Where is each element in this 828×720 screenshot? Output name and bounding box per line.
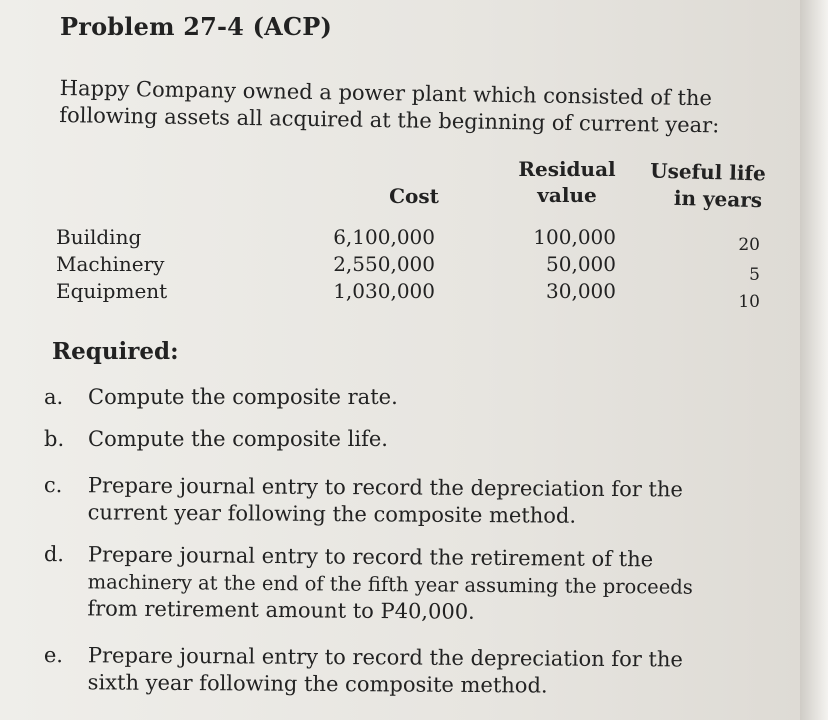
header-life-line1: Useful life (649, 158, 767, 186)
asset-life: 5 (749, 265, 760, 285)
requirement-item (44, 426, 774, 453)
requirement-letter: b. (44, 427, 65, 451)
requirement-letter: d. (43, 541, 65, 567)
requirement-letter: a. (44, 385, 64, 409)
requirement-line: Compute the composite rate. (88, 385, 398, 409)
header-life-line2: in years (673, 185, 763, 213)
requirement-line: Prepare journal entry to record the retirement of the (87, 542, 654, 572)
asset-name: Building (56, 225, 142, 249)
requirement-line: current year following the composite method. (87, 500, 577, 528)
requirement-item (44, 384, 774, 411)
intro-line: Happy Company owned a power plant which consisted of the (59, 75, 713, 111)
page-edge (800, 0, 828, 720)
requirement-item (43, 541, 774, 624)
asset-life: 10 (738, 292, 760, 312)
required-heading: Required: (52, 338, 179, 365)
asset-name: Equipment (56, 279, 168, 303)
problem-intro (59, 75, 780, 140)
header-residual-line1: Residual (518, 157, 616, 181)
requirement-line: from retirement amount to P40,000. (87, 596, 475, 624)
problem-title: Problem 27-4 (ACP) (60, 12, 333, 41)
requirement-letter: c. (43, 472, 63, 498)
requirement-item (43, 642, 774, 698)
requirement-line: machinery at the end of the fifth year assuming the proceeds (87, 570, 693, 599)
requirement-item (43, 472, 774, 528)
requirement-line: sixth year following the composite method. (87, 670, 548, 698)
requirement-line: Compute the composite life. (88, 427, 388, 451)
requirement-letter: e. (43, 643, 64, 668)
intro-line: following assets all acquired at the beginning of current year: (59, 102, 720, 138)
requirement-line: Prepare journal entry to record the depreciation for the (87, 473, 683, 502)
asset-residual: 100,000 (533, 225, 616, 249)
requirement-line: Prepare journal entry to record the depreciation for the (87, 643, 683, 672)
asset-name: Machinery (56, 252, 165, 276)
header-residual-line2: value (537, 183, 597, 207)
header-cost: Cost (389, 184, 439, 208)
asset-cost: 6,100,000 (333, 225, 435, 249)
asset-cost: 1,030,000 (333, 279, 435, 303)
asset-residual: 30,000 (546, 279, 616, 303)
asset-life: 20 (738, 235, 760, 255)
asset-cost: 2,550,000 (333, 252, 435, 276)
asset-residual: 50,000 (546, 252, 616, 276)
